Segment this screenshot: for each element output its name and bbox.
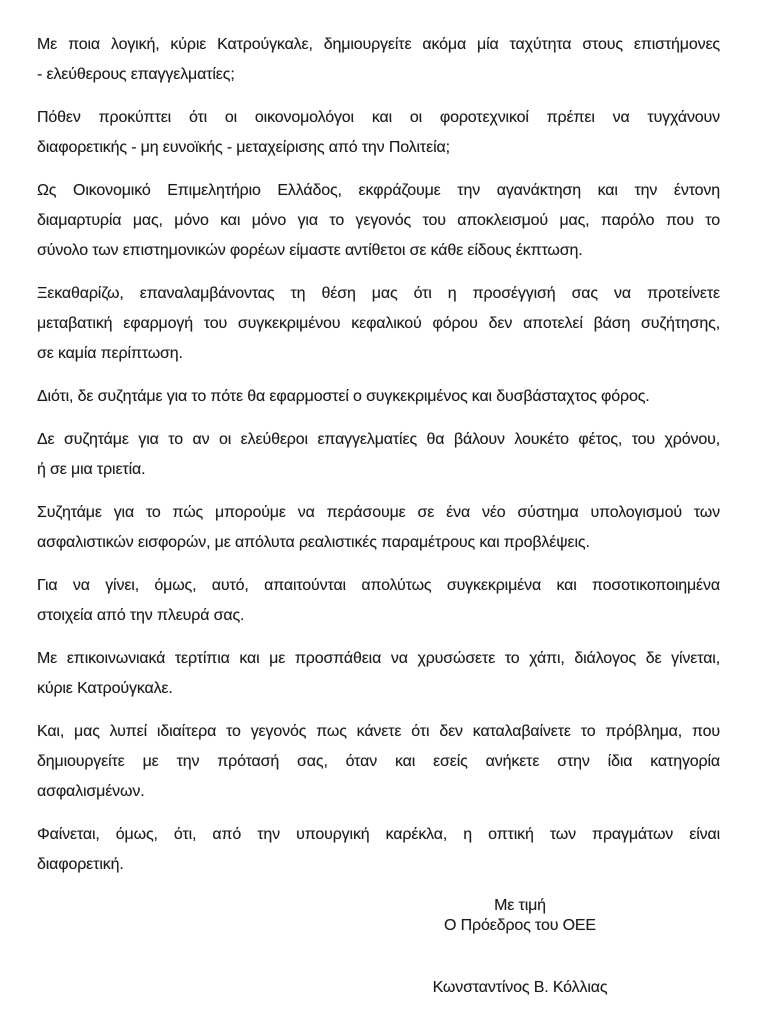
signer-name: Κωνσταντίνος Β. Κόλλιας	[432, 979, 608, 996]
text-line: ασφαλιστικών εισφορών, με απόλυτα ρεαλιστικές παραμέτρους και προβλέψεις.	[37, 534, 590, 551]
text-line: διαφορετικής - μη ευνοϊκής - μεταχείρισης από την Πολιτεία;	[37, 139, 450, 156]
closing-salutation: Με τιμή	[494, 897, 546, 914]
paragraph	[37, 279, 720, 369]
text-line: Για να γίνει, όμως, αυτό, απαιτούνται απολύτως συγκεκριμένα και ποσοτικοποιημένα	[37, 577, 720, 594]
text-line: Και, μας λυπεί ιδιαίτερα το γεγονός πως κάνετε ότι δεν καταλαβαίνετε το πρόβλημα, που	[37, 723, 720, 740]
text-line: διαμαρτυρία μας, μόνο και μόνο για το γεγονός του αποκλεισμού μας, παρόλο που το	[37, 212, 720, 229]
paragraph	[37, 425, 720, 485]
paragraph	[37, 30, 720, 90]
paragraph	[37, 498, 720, 558]
paragraph	[37, 103, 720, 163]
text-line: μεταβατική εφαρμογή του συγκεκριμένου κεφαλικού φόρου δεν αποτελεί βάση συζήτησης,	[37, 315, 720, 332]
text-line: Πόθεν προκύπτει ότι οι οικονομολόγοι και οι φοροτεχνικοί πρέπει να τυγχάνουν	[37, 109, 720, 126]
paragraph	[37, 820, 720, 880]
text-line: Φαίνεται, όμως, ότι, από την υπουργική καρέκλα, η οπτική των πραγμάτων είναι	[37, 826, 720, 843]
signer-title: Ο Πρόεδρος του ΟΕΕ	[444, 917, 596, 934]
text-line: Διότι, δε συζητάμε για το πότε θα εφαρμοστεί ο συγκεκριμένος και δυσβάσταχτος φόρος.	[37, 388, 650, 405]
text-line: δημιουργείτε με την πρότασή σας, όταν και εσείς ανήκετε στην ίδια κατηγορία	[37, 753, 720, 770]
letter-body	[37, 30, 720, 880]
paragraph	[37, 571, 720, 631]
closing-block	[355, 896, 685, 998]
text-line: σε καμία περίπτωση.	[37, 345, 183, 362]
text-line: Δε συζητάμε για το αν οι ελεύθεροι επαγγελματίες θα βάλουν λουκέτο φέτος, του χρόνου,	[37, 431, 720, 448]
text-line: Συζητάμε για το πώς μπορούμε να περάσουμε σε ένα νέο σύστημα υπολογισμού των	[37, 504, 720, 521]
text-line: Με ποια λογική, κύριε Κατρούγκαλε, δημιουργείτε ακόμα μία ταχύτητα στους επιστήμονες	[37, 36, 720, 53]
text-line: Ως Οικονομικό Επιμελητήριο Ελλάδος, εκφράζουμε την αγανάκτηση και την έντονη	[37, 182, 720, 199]
paragraph	[37, 176, 720, 266]
text-line: ή σε μια τριετία.	[37, 461, 146, 478]
text-line: Με επικοινωνιακά τερτίπια και με προσπάθεια να χρυσώσετε το χάπι, διάλογος δε γίνεται,	[37, 650, 720, 667]
paragraph	[37, 644, 720, 704]
paragraph	[37, 382, 720, 412]
text-line: ασφαλισμένων.	[37, 783, 145, 800]
text-line: Ξεκαθαρίζω, επαναλαμβάνοντας τη θέση μας ότι η προσέγγισή σας να προτείνετε	[37, 285, 720, 302]
text-line: στοιχεία από την πλευρά σας.	[37, 607, 245, 624]
paragraph	[37, 717, 720, 807]
text-line: - ελεύθερους επαγγελματίες;	[37, 66, 235, 83]
text-line: σύνολο των επιστημονικών φορέων είμαστε αντίθετοι σε κάθε είδους έκπτωση.	[37, 242, 583, 259]
text-line: διαφορετική.	[37, 856, 124, 873]
text-line: κύριε Κατρούγκαλε.	[37, 680, 173, 697]
